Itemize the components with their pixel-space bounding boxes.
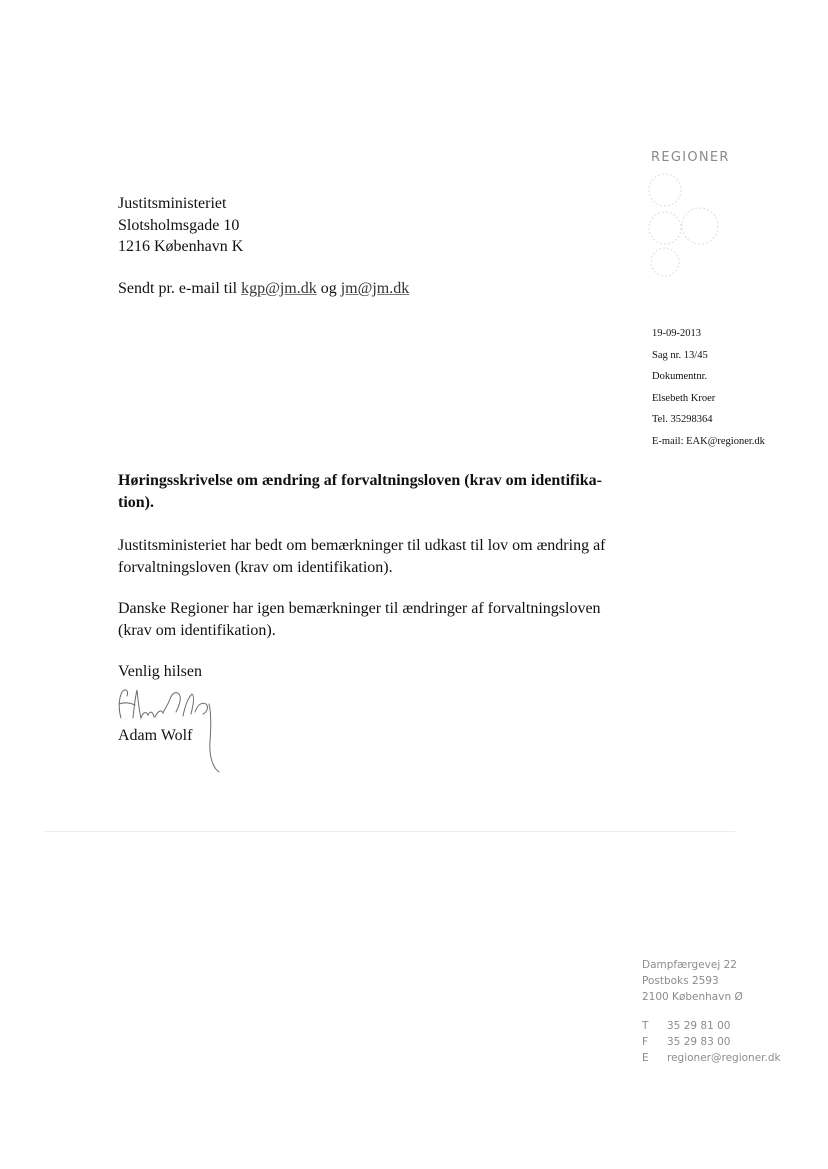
sent-prefix: Sendt pr. e-mail til: [118, 280, 238, 297]
contact-value: 35 29 83 00: [667, 1036, 731, 1048]
logo-wordmark: REGIONER: [651, 150, 730, 165]
contact-key: F: [642, 1036, 649, 1048]
contact-key: T: [642, 1020, 649, 1032]
meta-phone: Tel. 35298364: [652, 414, 713, 425]
footer-contact-email: [642, 1050, 781, 1066]
meta-date: 19-09-2013: [652, 328, 701, 339]
regioner-logo-icon: [640, 170, 730, 280]
meta-document-number: Dokumentnr.: [652, 371, 708, 382]
sent-by-email-line: [118, 280, 409, 298]
footer-pobox: Postboks 2593: [642, 975, 719, 987]
footer-city: 2100 København Ø: [642, 991, 743, 1003]
contact-value: 35 29 81 00: [667, 1020, 731, 1032]
letter-paragraph-2: Danske Regioner har igen bemærkninger til ændringer af forvaltningsloven (krav om identifikation).: [118, 600, 601, 639]
email-link-jm[interactable]: jm@jm.dk: [340, 280, 410, 297]
footer-address: [642, 957, 781, 1066]
signer-name: Adam Wolf: [118, 727, 193, 744]
letter-closing: Venlig hilsen: [118, 663, 202, 680]
footer-contact-fax: [642, 1034, 781, 1050]
letter-paragraph-1: Justitsministeriet har bedt om bemærkninger til udkast til lov om ændring af forvaltningsloven (krav om identifikation).: [118, 537, 606, 576]
recipient-name: Justitsministeriet: [118, 195, 227, 212]
recipient-address: [118, 193, 243, 258]
recipient-street: Slotsholmsgade 10: [118, 216, 240, 234]
page-divider: [45, 831, 735, 832]
footer-contacts: [642, 1018, 781, 1066]
document-meta: [652, 323, 765, 452]
meta-case-number: Sag nr. 13/45: [652, 349, 708, 361]
contact-key: E: [642, 1052, 649, 1064]
meta-author: Elsebeth Kroer: [652, 392, 716, 404]
sent-joiner: og: [320, 280, 337, 297]
letter-subject: Høringsskrivelse om ændring af forvaltningsloven (krav om identifika-tion).: [118, 472, 603, 511]
email-link-kgp[interactable]: kgp@jm.dk: [241, 280, 317, 297]
footer-contact-phone: [642, 1018, 781, 1034]
recipient-city: 1216 København K: [118, 238, 244, 255]
contact-value: regioner@regioner.dk: [667, 1052, 781, 1064]
footer-street: Dampfærgevej 22: [642, 959, 737, 971]
meta-email: E-mail: EAK@regioner.dk: [652, 435, 765, 447]
